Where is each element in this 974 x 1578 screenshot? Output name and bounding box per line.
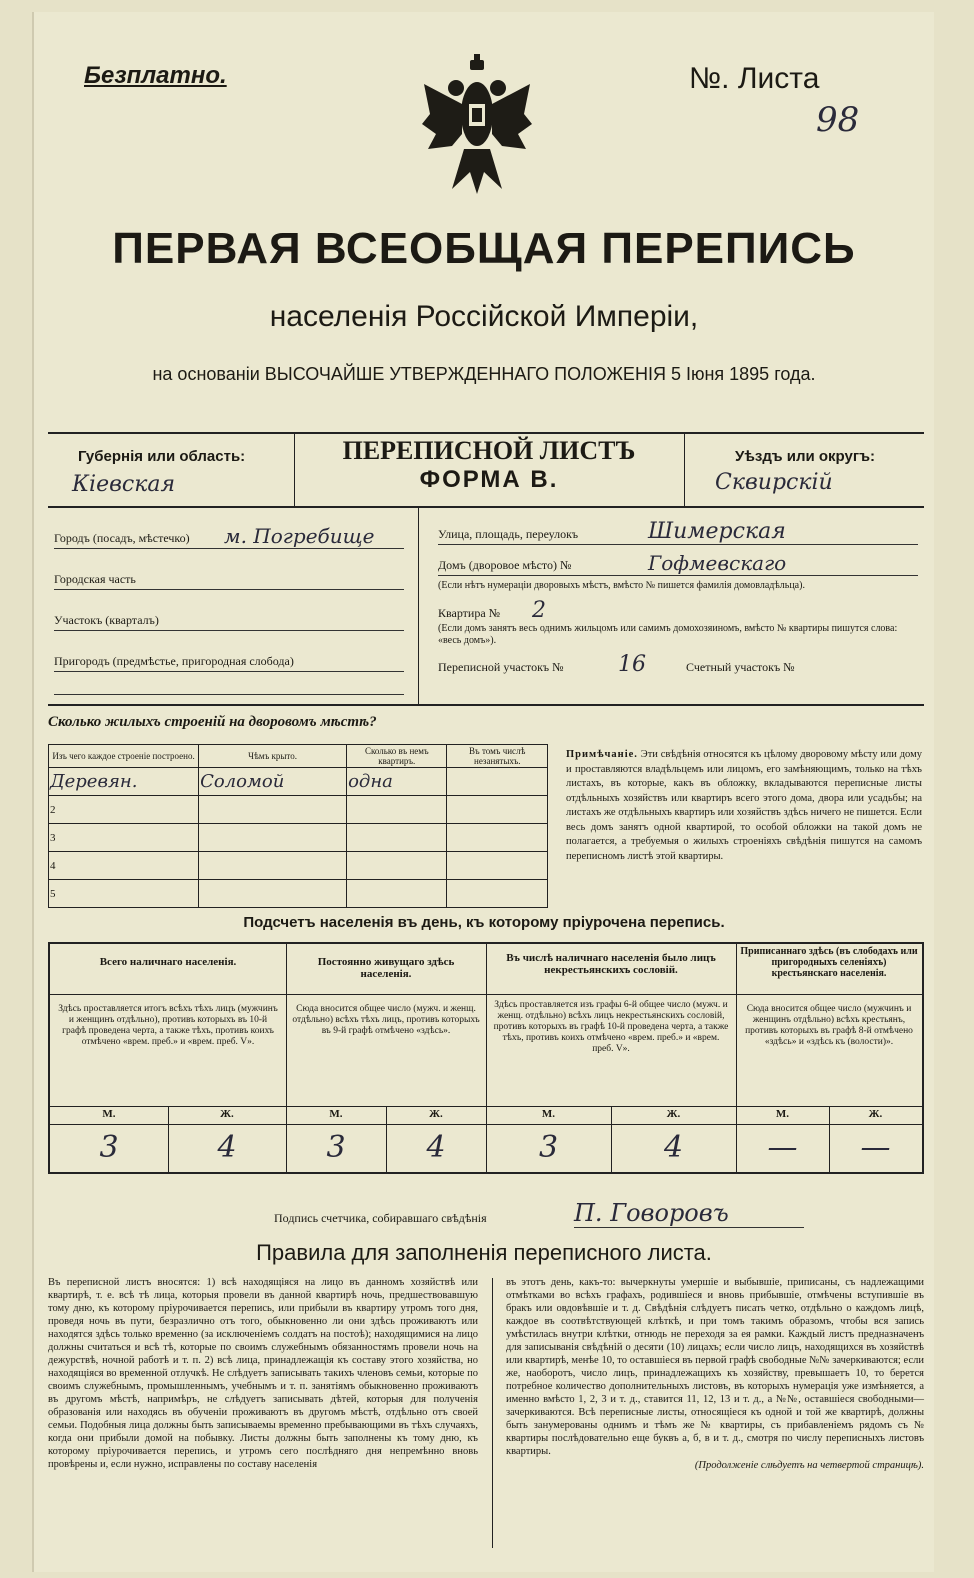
- page-title: ПЕРВАЯ ВСЕОБЩАЯ ПЕРЕПИСЬ: [112, 224, 856, 273]
- uezd-value: Сквирскій: [715, 470, 833, 495]
- house-field: [438, 549, 918, 576]
- buildings-question: Сколько жилыхъ строеній на дворовомъ мѣстѣ?: [48, 714, 377, 730]
- col-non-peasant-head: Въ числѣ наличнаго населенія было лицъ некрестьянскихъ сословій.: [506, 952, 716, 976]
- total-male-count: 3: [99, 1130, 119, 1165]
- table-row: [49, 796, 548, 824]
- building-roof: Соломой: [199, 768, 347, 796]
- sheet-number-label: №. Листа: [689, 62, 820, 95]
- col-permanent-head: Постоянно живущаго здѣсь населенія.: [317, 956, 455, 980]
- population-title: Подсчетъ населенія въ день, къ которому пріурочена перепись.: [243, 914, 725, 931]
- rules-left-column: Въ переписной листъ вносятся: 1) всѣ находящіяся на лицо въ данномъ хозяйствѣ или квартирѣ, т. е. всѣ тѣ лица, которыя провели въ данной квартирѣ ночь, предшествовавшую тому дню, къ которому пріурочивается перепись, или прибыли въ квартиру утромъ того дня, проведя ночь въ пути, безразлично отъ того, обыкновенно ли они здѣсь проживаютъ или находятся здѣсь только временно (за исключеніемъ солдатъ на постоѣ); находящимися на лицо должны считаться и всѣ тѣ, которые по своимъ служебнымъ обязанностямъ провели ночь на дежурствѣ, ночной работѣ и т. п. 2) всѣ лица, принадлежащія къ составу этого хозяйства, но находящіяся во временной отлучкѣ. Не слѣдуетъ записывать такихъ членовъ семьи, которые по своимъ служебнымъ, промышленнымъ, учебнымъ и т. п. занятіямъ обыкновенно проживаютъ въ другомъ мѣстѣ, напримѣръ, не слѣдуетъ записывать дѣтей, которыя для полученія образованія или находясь въ обученіи проживаютъ въ другомъ мѣстѣ, отдѣльно отъ своей семьи. Подобныя лица должны быть записываемы временно пребывающими въ тѣхъ случаяхъ, когда они прибыли домой на побывку. Листы должны быть заполнены къ тому дню, къ которому пріурочивается перепись, и утромъ сего послѣдняго дня непремѣнно вновь провѣрены и, если нужно, исправлены по составу населенія: [48, 1277, 478, 1470]
- sheet-number-value: 98: [816, 100, 860, 140]
- form-header-box: [48, 432, 924, 508]
- col-peasant-f-label: Ж.: [868, 1108, 883, 1120]
- apartment-field: [438, 599, 918, 623]
- rules-right-text: въ этотъ день, какъ-то: вычеркнуты умершіе и выбывшіе, приписаны, съ надлежащими отмѣтками во всѣхъ графахъ, родившіеся и вновь прибывшіе, отмѣчены вступившіе въ бракъ или овдовѣвшіе и т. д. Свѣдѣнія слѣдуетъ писать четко, отдѣльно о каждомъ лицѣ, каждое въ соотвѣтствующей клѣткѣ, и при томъ такимъ образомъ, чтобы вся запись умѣстилась внутри клѣтки, отнюдь не переходя за ея рамки. Каждый листъ предназначенъ для записыванія свѣдѣній о десяти (10) лицахъ; если число лицъ, находящихся въ хозяйствѣ или квартирѣ, менѣе 10, то оставшіеся въ первой графѣ свободные №№ зачеркиваются; если же, наоборотъ, число лицъ, принадлежащихъ къ хозяйству, превышаетъ 10, то берется потребное количество дополнительныхъ листовъ, въ которыхъ нумерація уже измѣняется, а именно вмѣсто 1, 2, 3 и т. д., ставится 11, 12, 13 и т. д., а №№, оставшіеся свободными—зачеркиваются. Всѣ переписные листы, относящіеся къ одной и той же квартирѣ, должны быть занумерованы однимъ и тѣмъ же № квартиры, съ прибавленіемъ рядомъ съ № квартиры послѣдовательно еще буквъ а, б, в и т. д., смотря по числу переписныхъ листовъ квартиры.: [506, 1277, 924, 1457]
- buildings-header-material: Изъ чего каждое строеніе построено.: [49, 745, 199, 768]
- permanent-male-count: 3: [326, 1130, 346, 1165]
- row-number: 4: [49, 852, 199, 880]
- street-field: [438, 516, 918, 545]
- signature-label: Подпись счетчика, собиравшаго свѣдѣнія: [274, 1211, 487, 1225]
- uezd-label: Уѣздъ или округъ:: [735, 448, 876, 465]
- double-headed-eagle-icon: [422, 54, 532, 204]
- district-label: Городская часть: [54, 572, 136, 586]
- building-apartments: одна: [347, 768, 447, 796]
- city-label: Городъ (посадъ, мѣстечко): [54, 531, 190, 545]
- left-field-suburb: [54, 647, 404, 672]
- suburb-label: Пригородъ (предмѣстье, пригородная слобода): [54, 654, 294, 668]
- rules-continued: (Продолженіе слѣдуетъ на четвертой страницѣ).: [694, 1460, 924, 1471]
- table-row: [49, 824, 548, 852]
- peasant-female-count: —: [860, 1130, 891, 1165]
- house-value: Гофмевскаго: [648, 551, 787, 575]
- peasant-male-count: —: [767, 1130, 798, 1165]
- row-number: 2: [49, 796, 199, 824]
- buildings-note: [566, 748, 922, 864]
- col-total-head: Всего наличнаго населенія.: [99, 956, 237, 968]
- permanent-female-count: 4: [426, 1130, 446, 1165]
- left-field-city: [54, 524, 404, 549]
- col-permanent-desc: Сюда вносится общее число (мужч. и женщ. отдѣльно) всѣхъ тѣхъ лицъ, противъ которыхъ въ 9-й графѣ отмѣчено «здѣсь».: [292, 1004, 480, 1036]
- counting-district-label: Счетный участокъ №: [686, 660, 795, 674]
- col-non-peasant-f-label: Ж.: [666, 1108, 681, 1120]
- col-peasant-head: Приписаннаго здѣсь (въ слободахъ или пригородныхъ селеніяхъ) крестьянскаго населенія.: [740, 946, 918, 979]
- building-material: Деревян.: [49, 768, 199, 796]
- col-peasant-desc: Сюда вносится общее число (мужчинъ и женщинъ отдѣльно) всѣхъ крестьянъ, противъ которыхъ въ графѣ 8-й отмѣчено «здѣсь» и «здѣсь къ (волости)».: [745, 1004, 913, 1047]
- city-value: м. Погребище: [224, 524, 375, 548]
- col-total-m-label: М.: [102, 1108, 116, 1120]
- street-label: Улица, площадь, переулокъ: [438, 527, 579, 541]
- population-table: [48, 942, 924, 1174]
- note-title: Примѣчаніе.: [566, 749, 638, 760]
- uezd-cell: [684, 434, 925, 506]
- signature-line: [274, 1199, 834, 1228]
- col-total-desc: Здѣсь проставляется итогъ всѣхъ тѣхъ лицъ (мужчинъ и женщинъ отдѣльно), противъ которыхъ въ 10-й графѣ проведена черта, а также тѣхъ, противъ коихъ отмѣчено «врем. преб.» и «врем. преб. V».: [58, 1004, 278, 1047]
- house-label: Домъ (дворовое мѣсто) №: [438, 558, 572, 572]
- total-female-count: 4: [217, 1130, 237, 1165]
- buildings-header-apartments: Сколько въ немъ квартиръ.: [347, 745, 447, 768]
- left-field-quarter: [54, 606, 404, 631]
- col-non-peasant-m-label: М.: [541, 1108, 556, 1120]
- census-district-label: Переписной участокъ №: [438, 660, 564, 674]
- house-note: (Если нѣтъ нумераціи дворовыхъ мѣстъ, вмѣсто № пишется фамилія домовладѣльца).: [438, 580, 805, 591]
- form-title-cell: [294, 434, 684, 506]
- col-non-peasant-desc: Здѣсь проставляется изъ графы 6-й общее число (мужч. и женщ. отдѣльно) всѣхъ лицъ некрестьянскихъ сословій, противъ которыхъ въ графѣ 10-й проведена черта, а также тѣхъ, противъ коихъ отмѣчено «врем. преб.» и «врем. преб. V».: [493, 1000, 729, 1054]
- col-total-f-label: Ж.: [220, 1108, 234, 1120]
- buildings-header-vacant: Въ томъ числѣ незанятыхъ.: [447, 745, 548, 768]
- non-peasant-female-count: 4: [663, 1130, 684, 1165]
- gubernia-cell: [48, 434, 295, 506]
- buildings-header-roof: Чѣмъ крыто.: [199, 745, 347, 768]
- apartment-value: 2: [532, 598, 546, 623]
- census-sheet: [32, 12, 934, 1572]
- free-label: Безплатно.: [84, 62, 227, 89]
- rules-title: Правила для заполненія переписного листа.: [256, 1240, 712, 1265]
- table-row: [49, 880, 548, 908]
- row-number: 3: [49, 824, 199, 852]
- address-block: [48, 506, 924, 706]
- census-district-field: [438, 653, 918, 677]
- page-subtitle: населенія Россійской Имперіи,: [269, 300, 699, 333]
- row-number: 5: [49, 880, 199, 908]
- signature-value: П. Говоровъ: [574, 1199, 804, 1228]
- left-field-district: [54, 565, 404, 590]
- legal-basis: на основаніи ВЫСОЧАЙШЕ УТВЕРЖДЕННАГО ПОЛОЖЕНІЯ 5 Іюня 1895 года.: [152, 364, 816, 384]
- apartment-note: (Если домъ занятъ весь однимъ жильцомъ или самимъ домохозяиномъ, вмѣсто № квартиры пишутся слова: «весь домъ»).: [438, 623, 898, 646]
- street-value: Шимерская: [648, 519, 786, 544]
- buildings-table: [48, 744, 548, 908]
- rules-right-column: [506, 1276, 924, 1471]
- gubernia-value: Кіевская: [72, 472, 176, 497]
- census-district-value: 16: [618, 652, 646, 677]
- non-peasant-male-count: 3: [538, 1130, 559, 1165]
- table-row: [49, 768, 548, 796]
- col-permanent-m-label: М.: [329, 1108, 343, 1120]
- apartment-label: Квартира №: [438, 606, 501, 620]
- gubernia-label: Губернія или область:: [78, 448, 246, 465]
- form-label: ФОРМА В.: [419, 466, 559, 493]
- table-row: [49, 852, 548, 880]
- col-peasant-m-label: М.: [775, 1108, 790, 1120]
- note-text: Эти свѣдѣнія относятся къ цѣлому дворовому мѣсту или дому и проставляются владѣльцемъ или лицомъ, его замѣняющимъ, только на тѣхъ листахъ, въ которые, какъ въ обложку, вкладываются переписные листы отдѣльныхъ хозяйствъ или квартиръ всего этого дома, двора или усадьбы; на листахъ же отдѣльныхъ квартиръ или хозяйствъ здѣсь ничего не пишется. Если весь домъ занятъ одной квартирой, то особой обложки на такой домъ не полагается, а требуемыя о жилыхъ строеніяхъ свѣдѣнія пишутся на самомъ переписномъ листѣ этой квартиры.: [566, 749, 923, 862]
- building-vacant: [447, 768, 548, 796]
- form-name: ПЕРЕПИСНОЙ ЛИСТЪ: [342, 436, 636, 465]
- quarter-label: Участокъ (кварталъ): [54, 613, 159, 627]
- col-permanent-f-label: Ж.: [429, 1108, 443, 1120]
